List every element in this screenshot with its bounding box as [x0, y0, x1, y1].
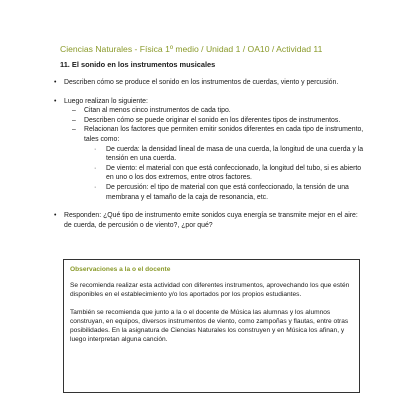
observations-title: Observaciones a la o el docente [70, 266, 171, 273]
bullet-icon: • [54, 212, 57, 220]
sub-list [64, 106, 364, 202]
activity-list [54, 78, 364, 230]
observations-paragraph-2: También se recomienda que junto a la o el docente de Música las alumnas y los alumnos construyan, en equipos, diversos instrumentos de viento, como zampoñas y flautas, entre otras posibilidades. En la asignatura de Ciencias Naturales los construyen y en Música los afinan, y luego interpretan alguna canción. [70, 308, 349, 344]
bullet-icon: • [54, 79, 57, 86]
list-item [54, 97, 364, 203]
sub-item-text: Citan al menos cinco instrumentos de cada tipo. [84, 107, 231, 115]
bullet-text: Responden: ¿Qué tipo de instrumento emite sonidos cuya energía se transmite mejor en el aire: de cuerda, de percusión o de viento?, ¿por qué? [64, 212, 358, 229]
list-item [54, 78, 364, 88]
sub-item [72, 116, 364, 126]
teacher-observations-box [63, 259, 360, 393]
list-item [54, 211, 364, 230]
factor-text: De cuerda: la densidad lineal de masa de una cuerda, la longitud de una cuerda y la tensión en una cuerda. [106, 145, 364, 163]
breadcrumb-header: Ciencias Naturales - Física 1º medio / Unidad 1 / OA10 / Actividad 11 [60, 44, 323, 54]
factor-text: De viento: el material con que está confeccionado, la longitud del tubo, si es abierto en uno o los dos extremos, entre otros factores. [106, 164, 362, 182]
factor-list [84, 145, 364, 203]
bullet-text: Describen cómo se produce el sonido en los instrumentos de cuerdas, viento y percusión. [64, 79, 339, 86]
sub-item-text: Relacionan los factores que permiten emitir sonidos diferentes en cada tipo de instrumento, tales como: [84, 126, 364, 143]
dash-icon: – [72, 126, 76, 134]
bullet-icon: • [54, 97, 57, 105]
factor-item [94, 183, 364, 202]
factor-item [94, 164, 364, 183]
bullet-text: Luego realizan lo siguiente: [64, 97, 148, 105]
observations-paragraph-1: Se recomienda realizar esta actividad con diferentes instrumentos, aprovechando los que estén disponibles en el establecimiento y/o los aportados por los propios estudiantes. [70, 282, 350, 299]
activity-heading: 11. El sonido en los instrumentos musicales [60, 60, 216, 69]
sub-item-text: Describen cómo se puede originar el sonido en los diferentes tipos de instrumentos. [84, 116, 341, 124]
factor-item [94, 145, 364, 164]
dash-icon: – [72, 116, 76, 124]
small-bullet-icon: · [94, 164, 97, 172]
small-bullet-icon: · [94, 145, 97, 153]
factor-text: De percusión: el tipo de material con que está confeccionado, la tensión de una membrana y el tamaño de la caja de resonancia, etc. [106, 183, 349, 201]
dash-icon: – [72, 107, 76, 115]
sub-item [72, 106, 364, 116]
sub-item [72, 125, 364, 202]
small-bullet-icon: · [94, 183, 97, 191]
